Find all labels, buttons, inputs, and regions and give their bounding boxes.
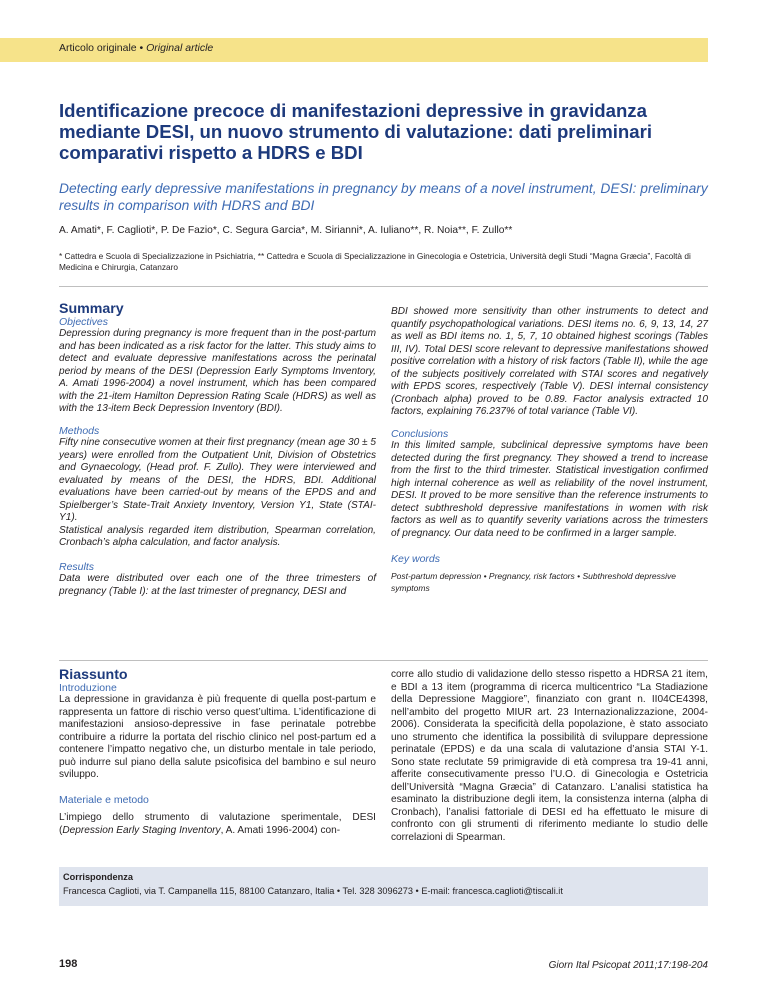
desi-full-name: Depression Early Staging Inventory [62, 824, 221, 836]
summary-heading: Summary [59, 301, 124, 317]
separator-bullet: • [136, 42, 147, 54]
materiale-metodo-text-a: L’impiego dello strumento di valutazione sperimentale, DESI ( [59, 812, 376, 836]
mid-divider [59, 660, 708, 661]
introduzione-text: La depressione in gravidanza è più frequente di quella post-partum e rappresenta un fattore di rischio verso quest’ultima. L’identificazione di manifestazioni ansioso-depressive in fase perinatale potrebbe contribuire a ridurre la portata del rischio clinico nel post-partum ed a contenere l’impatto negativo che, un disturbo mentale in tale periodo, può indurre sul piano della salute psicofisica del bambino e sul neuro sviluppo. [59, 694, 376, 780]
keywords-text: Post-partum depression • Pregnancy, risk factors • Subthreshold depressive symptoms [391, 570, 677, 593]
methods-text-2: Statistical analysis regarded item distribution, Spearman correlation, Cronbach’s alpha calculation, and factor analysis. [59, 524, 376, 548]
article-title: Identificazione precoce di manifestazioni depressive in gravidanza mediante DESI, un nuovo strumento di valutazione: dati preliminari comparativi rispetto a HDRS e BDI [59, 100, 653, 163]
conclusions-text: In this limited sample, subclinical depressive symptoms have been detected during the first pregnancy. They showed a trend to increase from the first to the third trimester. Statistical investigation confirmed high internal coherence as well as reliability of the novel instrument, DESI. It proved to be more sensitive than the reference instruments to detect subthreshold depressive manifestations in women with risk factors as well as to quantify severity variations across the trimesters of pregnancy. Our data need to be confirmed in a larger sample. [391, 440, 708, 539]
results-text: Data were distributed over each one of the three trimesters of pregnancy (Table I): at the last trimester of pregnancy, DESI and [59, 573, 376, 597]
correspondence-box [59, 867, 708, 906]
correspondence-heading: Corrispondenza [63, 872, 133, 882]
journal-citation: Giorn Ital Psicopat 2011;17:198-204 [548, 960, 708, 971]
objectives-heading: Objectives [59, 315, 109, 328]
top-divider [59, 286, 708, 287]
riassunto-text-continued: corre allo studio di validazione dello stesso rispetto a HDRSA 21 item, e BDI a 13 item (programma di ricerca multicentrico “La Stadiazione della Depressione Maggiore”, finanziato con grant n. II04CE4398, nell’ambito del progetto MIUR art. 23 Internazionalizzazione, 2004-2006). Considerata la specificità della popolazione, è stato associato uno strumento che identifica la possibilità di sviluppare depressione perinatale (EPDS) e da una scala di valutazione d’ansia STAI Y-1. Sono state reclutate 59 primigravide di età compresa tra 19-41 anni, afferite consecutivamente presso l’U.O. di Ginecologia e Ostetricia dell’Università “Magna Græcia” di Catanzaro. L’analisi statistica ha esaminato la distribuzione degli item, la consistenza interna (alpha di Cronbach), l’analisi fattoriale di DESI ed ha effettuato le misure di confronto con gli strumenti di riferimento mediante lo studio delle correlazioni di Spearman. [391, 669, 708, 843]
riassunto-right-column [391, 669, 708, 844]
keywords-heading: Key words [391, 553, 441, 565]
riassunto-left-column [59, 669, 376, 837]
page-number: 198 [59, 958, 78, 970]
conclusions-heading: Conclusions [391, 427, 449, 440]
riassunto-heading: Riassunto [59, 667, 128, 683]
results-text-continued: BDI showed more sensitivity than other instruments to detect and quantify psychopathological variations. DESI items no. 6, 9, 13, 14, 27 as well as BDI items no. 1, 5, 7, 10 obtained highest scorings (Tables III, IV). Total DESI score relevant to depressive manifestations showed positive correlation with a history of risk factors (Table II), while the age of the subjects positively correlated with STAI scores and negatively with EPDS scores, respectively (Table V). DESI internal consistency (Cronbach alpha) proved to be 0.89. Factor analysis extracted 10 factors, explaining 76.237% of total variance (Table VI). [391, 306, 708, 417]
introduzione-heading: Introduzione [59, 681, 117, 694]
author-list: A. Amati*, F. Caglioti*, P. De Fazio*, C. Segura Garcia*, M. Sirianni*, A. Iuliano**, R. Noia**, F. Zullo** [59, 225, 513, 236]
section-label-en: Original article [146, 42, 214, 54]
methods-heading: Methods [59, 424, 100, 437]
article-subtitle: Detecting early depressive manifestations in pregnancy by means of a novel instrument, DESI: preliminary results in comparison with HDRS and BDI [59, 181, 708, 213]
correspondence-text: Francesca Caglioti, via T. Campanella 115, 88100 Catanzaro, Italia • Tel. 328 3096273 • E-mail: francesca.caglioti@tiscali.it [63, 886, 563, 896]
results-heading: Results [59, 560, 95, 573]
article-type-band [0, 38, 708, 62]
affiliations: * Cattedra e Scuola di Specializzazione in Psichiatria, ** Cattedra e Scuola di Specializzazione in Ginecologia e Ostetricia, Università degli Studi “Magna Græcia”, Facoltà di Medicina e Chirurgia, Catanzaro [59, 251, 691, 272]
article-type-label [59, 42, 213, 54]
materiale-metodo-text-c: , A. Amati 1996-2004) con- [220, 824, 341, 836]
summary-left-column [59, 303, 376, 598]
materiale-metodo-heading: Materiale e metodo [59, 793, 149, 806]
summary-right-column [391, 306, 708, 594]
section-label-it: Articolo originale [59, 42, 137, 54]
objectives-text: Depression during pregnancy is more frequent than in the post-partum and has been indicated as a risk factor for the latter. This study aims to detect and evaluate depressive manifestations across the perinatal period by means of the DESI (Depression Early Symptoms Inventory, A. Amati 1996-2004) a novel instrument, which has been compared with the 21-item Hamilton Depression Rating Scale (HDRS) as well as with the 13-item Beck Depression Inventory (BDI). [59, 328, 376, 414]
materiale-metodo-text [59, 812, 376, 837]
methods-text: Fifty nine consecutive women at their first pregnancy (mean age 30 ± 5 years) were enrolled from the Outpatient Unit, Division of Obstetrics and Gynaecology, (Head prof. F. Zullo). They were interviewed and evaluated by means of the DESI, the HDRS, BDI. Additional evaluations have been carried-out by means of the EPDS and and Spielberger’s State-Trait Anxiety Inventory, Version Y1, State (STAI-Y1). [59, 437, 376, 523]
